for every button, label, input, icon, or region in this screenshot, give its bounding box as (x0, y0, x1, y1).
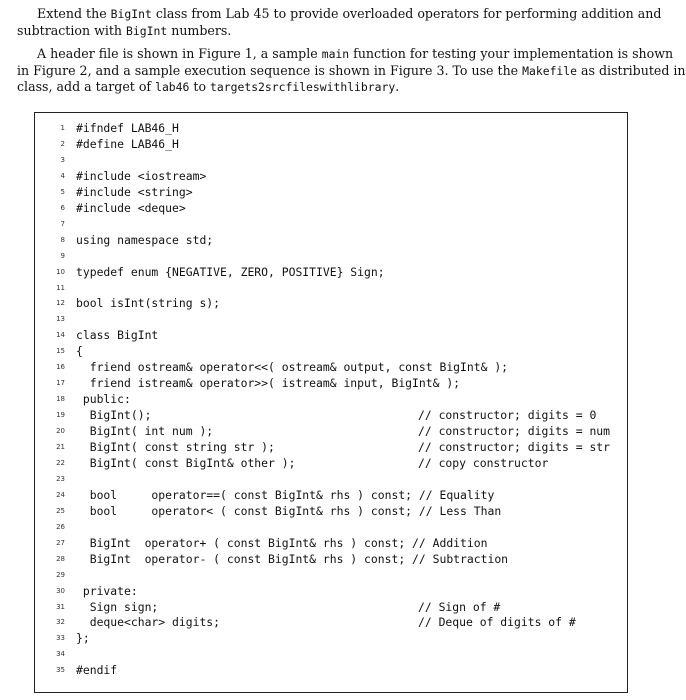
code-text: BigInt( const BigInt& other ); (76, 455, 296, 470)
line-number: 25 (56, 506, 65, 515)
code-text: #endif (76, 663, 118, 678)
code-line (35, 455, 629, 471)
code-line (35, 280, 629, 296)
code-line (35, 343, 629, 359)
code-line (35, 407, 629, 423)
code-line (35, 519, 629, 535)
code-listing (34, 112, 628, 693)
code-line (35, 391, 629, 407)
line-number: 6 (60, 203, 65, 212)
line-number: 2 (60, 139, 65, 148)
code-comment: // constructor; digits = num (418, 424, 611, 439)
text: as distributed in (577, 62, 686, 78)
code-text: public: (76, 392, 131, 407)
code-text: #include <string> (76, 184, 193, 199)
line-number: 5 (60, 187, 65, 196)
code-line (35, 295, 629, 311)
code-text: using namespace std; (76, 232, 214, 247)
line-number: 15 (56, 347, 65, 356)
line-number: 3 (60, 155, 65, 164)
code-line (35, 471, 629, 487)
intro-paragraph-1 (17, 6, 662, 39)
line-number: 32 (56, 618, 65, 627)
code-term: BigInt (110, 7, 152, 21)
code-text: BigInt operator- ( const BigInt& rhs ) const; // Subtraction (76, 551, 509, 566)
code-line (35, 216, 629, 232)
code-line (35, 248, 629, 264)
line-number: 22 (56, 458, 65, 467)
intro-paragraph-2 (17, 46, 686, 96)
line-number: 10 (56, 267, 65, 276)
code-line (35, 200, 629, 216)
intro-paragraph-1-line-1 (17, 6, 662, 23)
code-line (35, 136, 629, 152)
line-number: 18 (56, 395, 65, 404)
code-term: main (321, 47, 350, 61)
text: . (395, 79, 400, 94)
line-number: 17 (56, 379, 65, 388)
code-text: #include <iostream> (76, 168, 207, 183)
code-line (35, 168, 629, 184)
code-line (35, 439, 629, 455)
code-comment: // Sign of # (418, 599, 501, 614)
code-text: friend ostream& operator<<( ostream& output, const BigInt& ); (76, 360, 509, 375)
code-line (35, 184, 629, 200)
intro-paragraph-2-line-3 (17, 79, 657, 96)
code-term: Makefile (522, 63, 578, 78)
line-number: 31 (56, 602, 65, 611)
line-number: 28 (56, 554, 65, 563)
text: function for testing your implementation is shown (349, 46, 674, 61)
line-number: 23 (56, 474, 65, 483)
line-number: 30 (56, 586, 65, 595)
line-number: 13 (56, 315, 65, 324)
code-text: BigInt operator+ ( const BigInt& rhs ) const; // Addition (76, 535, 488, 550)
code-line (35, 120, 629, 136)
line-number: 14 (56, 331, 65, 340)
line-number: 19 (56, 411, 65, 420)
text: to (189, 79, 211, 94)
intro-paragraph-2-line-1 (17, 46, 674, 63)
code-text: BigInt( const string str ); (76, 440, 275, 454)
intro-paragraph-2-line-2 (17, 62, 686, 80)
text: class from Lab 45 to provide overloaded operators for performing addition and (151, 6, 662, 21)
code-line (35, 327, 629, 343)
code-line (35, 152, 629, 168)
code-term: targets2srcfileswithlibrary (210, 80, 396, 94)
code-comment: // copy constructor (418, 455, 549, 470)
text: Extend the (37, 6, 111, 21)
code-text: typedef enum {NEGATIVE, ZERO, POSITIVE} Sign; (76, 264, 385, 279)
code-text: deque<char> digits; (76, 615, 221, 630)
code-line (35, 662, 629, 678)
text: in Figure 2, and a sample execution sequence is shown in Figure 3. To use the (17, 62, 523, 78)
code-text: class BigInt (76, 328, 159, 343)
line-number: 11 (56, 283, 65, 292)
code-text: bool isInt(string s); (76, 296, 221, 311)
intro-paragraph-1-line-2 (17, 23, 657, 40)
code-term: BigInt (126, 23, 168, 38)
code-text: { (76, 344, 83, 359)
text: subtraction with (17, 22, 127, 38)
code-line (35, 311, 629, 327)
code-line (35, 646, 629, 662)
line-number: 21 (56, 443, 65, 451)
code-line (35, 614, 629, 630)
code-line (35, 535, 629, 551)
code-text: friend istream& operator>>( istream& input, BigInt& ); (76, 376, 461, 391)
line-number: 26 (56, 522, 65, 531)
line-number: 29 (56, 570, 65, 579)
code-term: lab46 (155, 80, 190, 94)
line-number: 12 (56, 299, 65, 308)
line-number: 35 (56, 666, 65, 675)
line-number: 34 (56, 650, 65, 659)
line-number: 27 (56, 538, 65, 547)
code-line (35, 630, 629, 646)
code-text: bool operator< ( const BigInt& rhs ) const; // Less Than (76, 503, 502, 518)
code-comment: // constructor; digits = 0 (418, 408, 597, 423)
code-text: #define LAB46_H (76, 136, 179, 151)
line-number: 1 (60, 124, 65, 132)
code-line (35, 359, 629, 375)
text: class, add a target of (17, 79, 156, 94)
code-text: Sign sign; (76, 599, 159, 614)
text: A header file is shown in Figure 1, a sample (37, 46, 322, 61)
code-comment: // Deque of digits of # (418, 615, 576, 630)
line-number: 9 (60, 251, 65, 260)
code-text: bool operator==( const BigInt& rhs ) const; // Equality (76, 487, 495, 502)
code-line (35, 583, 629, 599)
code-text: #include <deque> (76, 200, 186, 215)
line-number: 24 (56, 490, 65, 499)
code-line (35, 503, 629, 519)
code-line (35, 232, 629, 248)
code-line (35, 567, 629, 583)
code-line (35, 487, 629, 503)
line-number: 33 (56, 634, 65, 643)
code-text: private: (76, 583, 138, 598)
line-number: 8 (60, 235, 65, 244)
code-text: #ifndef LAB46_H (76, 121, 179, 135)
code-line (35, 551, 629, 567)
line-number: 4 (60, 171, 65, 180)
line-number: 7 (60, 219, 65, 228)
line-number: 16 (56, 363, 65, 372)
code-text: }; (76, 631, 90, 646)
line-number: 20 (56, 427, 65, 436)
code-comment: // constructor; digits = str (418, 440, 611, 454)
code-line (35, 375, 629, 391)
code-line (35, 264, 629, 280)
code-text: BigInt(); (76, 408, 152, 423)
code-text: BigInt( int num ); (76, 424, 214, 439)
code-line (35, 599, 629, 615)
code-line (35, 423, 629, 439)
text: numbers. (167, 22, 232, 38)
